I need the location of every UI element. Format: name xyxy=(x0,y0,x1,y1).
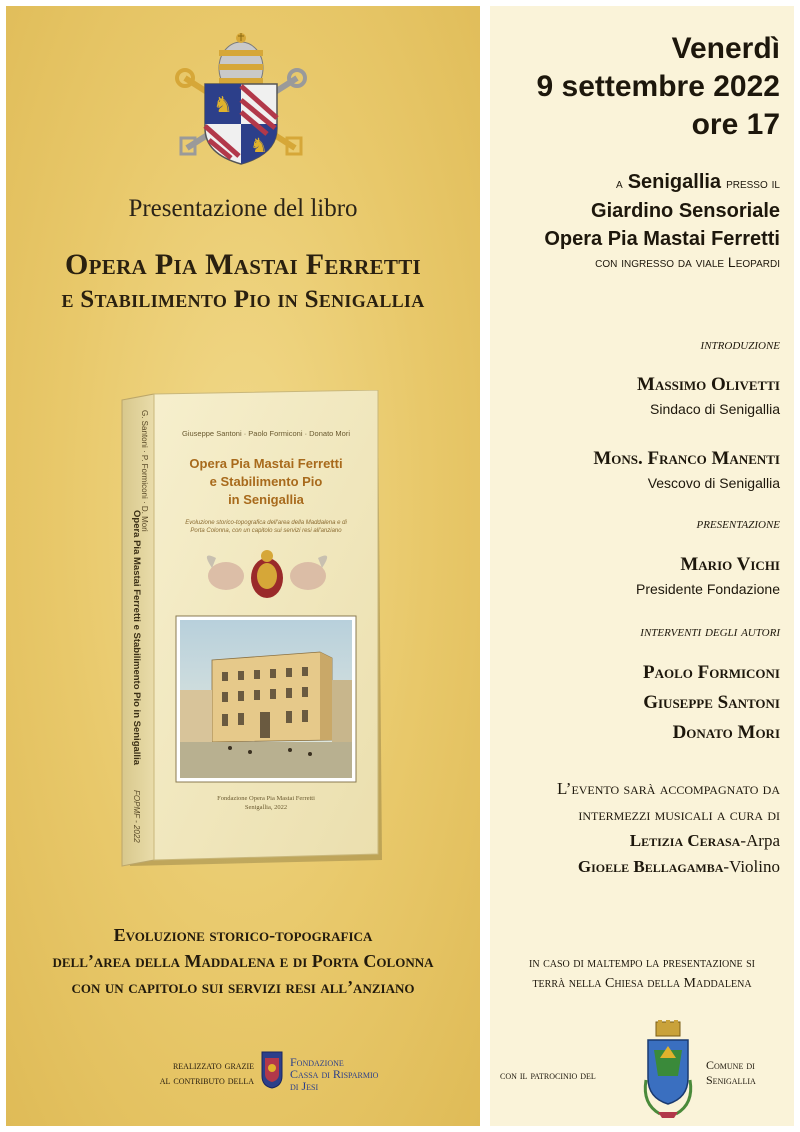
foundation-name-line3: di Jesi xyxy=(290,1079,319,1093)
musician1-instrument: -Arpa xyxy=(740,831,780,850)
book-spine-code: FOPMF - 2022 xyxy=(132,790,141,843)
event-date: 9 settembre 2022 xyxy=(536,70,780,103)
comune-name-line2: Senigallia xyxy=(706,1073,756,1087)
book-subtitle xyxy=(6,922,480,1000)
author-santoni: Giuseppe Santoni xyxy=(643,692,780,713)
book-publisher-line2: Senigallia, 2022 xyxy=(244,804,288,811)
sponsor-text xyxy=(106,1058,254,1088)
book-publisher-line1: Fondazione Opera Pia Mastai Ferretti xyxy=(217,795,315,802)
book-cover-title-line2: e Stabilimento Pio xyxy=(209,474,323,489)
musician2-instrument: -Violino xyxy=(723,857,780,876)
subtitle-line2: dell’area della Maddalena e di Porta Colonna xyxy=(52,951,434,971)
presentation-label: Presentazione del libro xyxy=(128,195,358,222)
presentation-section-label: presentazione xyxy=(696,516,780,532)
venue-presso: presso il xyxy=(726,175,780,191)
event-venue xyxy=(544,168,780,271)
book-title-line2: e Stabilimento Pio in Senigallia xyxy=(61,286,425,313)
subtitle-line3: con un capitolo sui servizi resi all’anziano xyxy=(71,977,415,997)
panel-divider xyxy=(480,0,490,1132)
event-time: ore 17 xyxy=(691,108,780,141)
author-mori: Donato Mori xyxy=(672,722,780,743)
book-description-line2: Porta Colonna, con un capitolo sui servizi resi all'anziano xyxy=(190,528,342,534)
musician2-name: Gioele Bellagamba xyxy=(577,857,724,876)
svg-text:♞: ♞ xyxy=(250,133,268,157)
weather-line1: in caso di maltempo la presentazione si xyxy=(529,956,755,971)
speaker-olivetti: Massimo Olivetti xyxy=(637,374,780,395)
comune-name xyxy=(706,1058,756,1088)
speaker-vichi: Mario Vichi xyxy=(680,554,780,575)
speaker-vichi-role: Presidente Fondazione xyxy=(636,581,780,597)
patronage-label: con il patrocinio del xyxy=(500,1068,596,1082)
weather-line2: terrà nella Chiesa della Maddalena xyxy=(532,976,752,991)
music-line2: intermezzi musicali a cura di xyxy=(578,805,780,824)
comune-name-line1: Comune di xyxy=(706,1058,755,1072)
foundation-logo-icon xyxy=(260,1050,284,1090)
book-cover-title-line3: in Senigallia xyxy=(228,492,304,507)
foundation-name-line1: Fondazione xyxy=(290,1055,344,1069)
venue-city: Senigallia xyxy=(627,171,722,193)
venue-prefix: a xyxy=(616,175,623,191)
book-description-line1: Evoluzione storico-topografica dell'area della Maddalena e di xyxy=(185,520,347,526)
speaker-manenti: Mons. Franco Manenti xyxy=(593,448,780,469)
book-spine-authors: G. Santoni · P. Formiconi · D. Mori xyxy=(140,410,149,532)
music-section xyxy=(557,776,780,880)
comune-crest-icon xyxy=(640,1020,696,1120)
subtitle-line1: Evoluzione storico-topografica xyxy=(113,925,373,945)
speaker-manenti-role: Vescovo di Senigallia xyxy=(647,475,780,491)
introduction-label: introduzione xyxy=(700,337,780,353)
weather-notice xyxy=(492,954,792,994)
event-datetime xyxy=(537,30,781,144)
book-spine-title: Opera Pia Mastai Ferretti e Stabilimento Pio in Senigallia xyxy=(131,510,142,765)
book-authors: Giuseppe Santoni · Paolo Formiconi · Donato Mori xyxy=(182,429,350,438)
sponsor-line2: al contributo della xyxy=(159,1073,254,1087)
musician1-name: Letizia Cerasa xyxy=(629,831,741,850)
event-day: Venerdì xyxy=(671,32,780,65)
foundation-name xyxy=(290,1056,378,1092)
book-cover-image xyxy=(120,390,385,870)
foundation-name-line2: Cassa di Risparmio xyxy=(290,1067,379,1081)
papal-crest-icon xyxy=(175,28,307,166)
venue-opera-pia: Opera Pia Mastai Ferretti xyxy=(544,228,780,250)
sponsor-line1: realizzato grazie xyxy=(172,1058,254,1072)
book-title-line1: Opera Pia Mastai Ferretti xyxy=(65,248,421,281)
music-line1: L’evento sarà accompagnato da xyxy=(556,779,780,798)
venue-garden: Giardino Sensoriale xyxy=(591,200,780,222)
speaker-olivetti-role: Sindaco di Senigallia xyxy=(650,401,780,417)
authors-section-label: interventi degli autori xyxy=(640,624,780,640)
venue-entrance: con ingresso da viale Leopardi xyxy=(595,254,780,270)
author-formiconi: Paolo Formiconi xyxy=(642,662,780,683)
book-cover-title-line1: Opera Pia Mastai Ferretti xyxy=(189,456,343,471)
svg-text:♞: ♞ xyxy=(213,93,233,118)
